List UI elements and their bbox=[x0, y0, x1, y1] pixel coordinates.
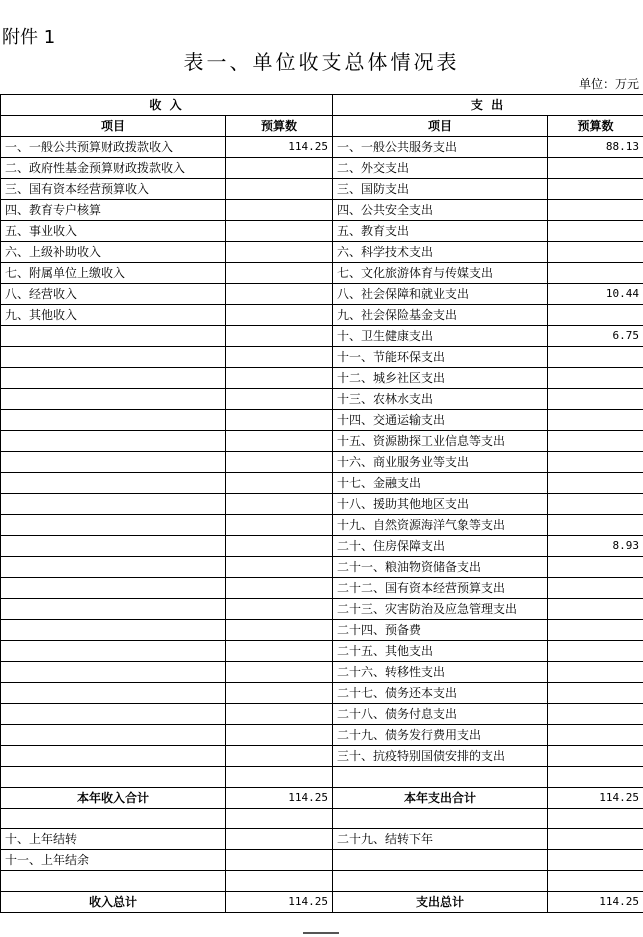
income-item-cell: 六、上级补助收入 bbox=[1, 242, 226, 263]
expense-item-cell: 二十四、预备费 bbox=[333, 620, 548, 641]
expense-budget-cell bbox=[548, 557, 643, 578]
expense-budget-cell bbox=[548, 641, 643, 662]
income-budget-cell bbox=[226, 452, 333, 473]
expense-item-cell: 三十、抗疫特别国债安排的支出 bbox=[333, 746, 548, 767]
expense-budget-cell bbox=[548, 200, 643, 221]
expense-budget-cell bbox=[548, 515, 643, 536]
expense-budget-column-header: 预算数 bbox=[548, 116, 643, 137]
income-total-label: 本年收入合计 bbox=[1, 787, 226, 808]
income-budget-cell bbox=[226, 368, 333, 389]
income-total-value: 114.25 bbox=[226, 891, 333, 912]
table-row bbox=[1, 242, 643, 263]
table-row bbox=[1, 221, 643, 242]
income-budget-cell bbox=[226, 326, 333, 347]
table-row bbox=[1, 452, 643, 473]
grand-total-row bbox=[1, 891, 643, 912]
expense-budget-cell bbox=[548, 725, 643, 746]
expense-item-cell: 二十九、结转下年 bbox=[333, 829, 548, 850]
table-row bbox=[1, 557, 643, 578]
expense-item-cell: 十四、交通运输支出 bbox=[333, 410, 548, 431]
expense-budget-cell bbox=[548, 829, 643, 850]
expense-item-cell: 五、教育支出 bbox=[333, 221, 548, 242]
income-item-cell bbox=[1, 410, 226, 431]
expense-item-cell: 八、社会保障和就业支出 bbox=[333, 284, 548, 305]
expense-item-cell: 六、科学技术支出 bbox=[333, 242, 548, 263]
expense-budget-cell bbox=[548, 473, 643, 494]
income-item-cell: 一、一般公共预算财政拨款收入 bbox=[1, 137, 226, 158]
income-item-cell bbox=[1, 494, 226, 515]
table-row bbox=[1, 137, 643, 158]
expense-budget-cell bbox=[548, 850, 643, 871]
income-item-cell bbox=[1, 725, 226, 746]
income-budget-cell bbox=[226, 829, 333, 850]
income-budget-cell bbox=[226, 578, 333, 599]
expense-item-cell: 二十、住房保障支出 bbox=[333, 536, 548, 557]
expense-budget-cell bbox=[548, 221, 643, 242]
blank-cell bbox=[226, 808, 333, 829]
expense-budget-cell bbox=[548, 494, 643, 515]
income-budget-cell bbox=[226, 263, 333, 284]
expense-budget-cell bbox=[548, 179, 643, 200]
blank-row bbox=[1, 808, 643, 829]
table-row bbox=[1, 431, 643, 452]
table-row bbox=[1, 263, 643, 284]
expense-budget-cell bbox=[548, 347, 643, 368]
expense-budget-cell bbox=[548, 620, 643, 641]
expense-item-cell: 十五、资源勘探工业信息等支出 bbox=[333, 431, 548, 452]
table-row bbox=[1, 683, 643, 704]
expense-item-cell: 二十九、债务发行费用支出 bbox=[333, 725, 548, 746]
expense-budget-cell bbox=[548, 578, 643, 599]
income-item-cell: 八、经营收入 bbox=[1, 284, 226, 305]
expense-item-cell: 二十七、债务还本支出 bbox=[333, 683, 548, 704]
income-budget-cell bbox=[226, 515, 333, 536]
income-item-cell: 二、政府性基金预算财政拨款收入 bbox=[1, 158, 226, 179]
table-row bbox=[1, 536, 643, 557]
income-budget-cell bbox=[226, 179, 333, 200]
table-row bbox=[1, 347, 643, 368]
expense-budget-cell bbox=[548, 599, 643, 620]
expense-item-cell: 十一、节能环保支出 bbox=[333, 347, 548, 368]
blank-cell bbox=[1, 871, 226, 892]
income-budget-cell bbox=[226, 158, 333, 179]
table-row bbox=[1, 725, 643, 746]
table-row bbox=[1, 578, 643, 599]
income-item-cell: 十、上年结转 bbox=[1, 829, 226, 850]
income-budget-cell bbox=[226, 410, 333, 431]
expense-item-cell: 十二、城乡社区支出 bbox=[333, 368, 548, 389]
expense-item-cell: 三、国防支出 bbox=[333, 179, 548, 200]
blank-cell bbox=[226, 871, 333, 892]
blank-cell bbox=[333, 871, 548, 892]
income-budget-cell bbox=[226, 662, 333, 683]
income-item-cell bbox=[1, 536, 226, 557]
table-row bbox=[1, 494, 643, 515]
expense-budget-cell: 8.93 bbox=[548, 536, 643, 557]
expense-item-cell: 二十六、转移性支出 bbox=[333, 662, 548, 683]
income-budget-cell bbox=[226, 850, 333, 871]
income-item-cell bbox=[1, 683, 226, 704]
income-item-column-header: 项目 bbox=[1, 116, 226, 137]
expense-budget-cell bbox=[548, 305, 643, 326]
table-row bbox=[1, 158, 643, 179]
income-item-cell bbox=[1, 641, 226, 662]
carry-row bbox=[1, 829, 643, 850]
income-item-cell bbox=[1, 662, 226, 683]
expense-budget-cell: 88.13 bbox=[548, 137, 643, 158]
expense-budget-cell bbox=[548, 158, 643, 179]
income-item-cell bbox=[1, 326, 226, 347]
expense-budget-cell bbox=[548, 767, 643, 788]
expense-item-cell: 二十八、债务付息支出 bbox=[333, 704, 548, 725]
income-budget-cell bbox=[226, 494, 333, 515]
table-row bbox=[1, 641, 643, 662]
expense-item-cell: 十九、自然资源海洋气象等支出 bbox=[333, 515, 548, 536]
income-budget-cell bbox=[226, 473, 333, 494]
table-row bbox=[1, 599, 643, 620]
income-budget-cell bbox=[226, 536, 333, 557]
income-item-cell bbox=[1, 473, 226, 494]
income-item-cell: 三、国有资本经营预算收入 bbox=[1, 179, 226, 200]
income-budget-cell bbox=[226, 347, 333, 368]
expense-item-cell: 一、一般公共服务支出 bbox=[333, 137, 548, 158]
income-budget-cell bbox=[226, 620, 333, 641]
expense-budget-cell bbox=[548, 410, 643, 431]
section-header-row bbox=[1, 95, 643, 116]
income-item-cell bbox=[1, 746, 226, 767]
income-budget-cell bbox=[226, 641, 333, 662]
income-item-cell bbox=[1, 431, 226, 452]
expense-budget-cell bbox=[548, 431, 643, 452]
income-budget-column-header: 预算数 bbox=[226, 116, 333, 137]
income-budget-cell bbox=[226, 683, 333, 704]
income-item-cell: 五、事业收入 bbox=[1, 221, 226, 242]
income-budget-cell: 114.25 bbox=[226, 137, 333, 158]
income-budget-cell bbox=[226, 767, 333, 788]
expense-budget-cell bbox=[548, 452, 643, 473]
expense-budget-cell bbox=[548, 683, 643, 704]
expense-item-cell: 十、卫生健康支出 bbox=[333, 326, 548, 347]
table-row bbox=[1, 200, 643, 221]
expense-budget-cell: 10.44 bbox=[548, 284, 643, 305]
income-budget-cell bbox=[226, 284, 333, 305]
income-budget-cell bbox=[226, 431, 333, 452]
expense-total-label: 本年支出合计 bbox=[333, 787, 548, 808]
blank-cell bbox=[333, 808, 548, 829]
expense-item-column-header: 项目 bbox=[333, 116, 548, 137]
expense-item-cell: 二十二、国有资本经营预算支出 bbox=[333, 578, 548, 599]
expense-item-cell: 九、社会保险基金支出 bbox=[333, 305, 548, 326]
income-item-cell bbox=[1, 704, 226, 725]
expense-section-header: 支 出 bbox=[333, 95, 643, 116]
expense-budget-cell bbox=[548, 746, 643, 767]
unit-label: 单位：万元 bbox=[578, 77, 639, 91]
income-item-cell bbox=[1, 452, 226, 473]
table-row bbox=[1, 389, 643, 410]
blank-cell bbox=[548, 871, 643, 892]
expense-item-cell: 十七、金融支出 bbox=[333, 473, 548, 494]
blank-cell bbox=[1, 808, 226, 829]
expense-budget-cell: 6.75 bbox=[548, 326, 643, 347]
expense-total-value: 114.25 bbox=[548, 891, 643, 912]
income-item-cell bbox=[1, 557, 226, 578]
expense-budget-cell bbox=[548, 263, 643, 284]
income-section-header: 收 入 bbox=[1, 95, 333, 116]
expense-budget-cell bbox=[548, 704, 643, 725]
table-row bbox=[1, 305, 643, 326]
income-budget-cell bbox=[226, 305, 333, 326]
income-item-cell: 十一、上年结余 bbox=[1, 850, 226, 871]
table-row bbox=[1, 662, 643, 683]
income-budget-cell bbox=[226, 599, 333, 620]
scroll-indicator[interactable] bbox=[303, 932, 339, 934]
expense-item-cell: 二十一、粮油物资储备支出 bbox=[333, 557, 548, 578]
income-item-cell bbox=[1, 578, 226, 599]
expense-budget-cell bbox=[548, 368, 643, 389]
income-total-label: 收入总计 bbox=[1, 891, 226, 912]
page-title: 表一、单位收支总体情况表 bbox=[183, 50, 460, 74]
expense-item-cell: 二十三、灾害防治及应急管理支出 bbox=[333, 599, 548, 620]
income-item-cell bbox=[1, 620, 226, 641]
table-row bbox=[1, 620, 643, 641]
income-budget-cell bbox=[226, 704, 333, 725]
expense-item-cell: 二十五、其他支出 bbox=[333, 641, 548, 662]
table-row bbox=[1, 410, 643, 431]
carry-row bbox=[1, 850, 643, 871]
expense-total-value: 114.25 bbox=[548, 787, 643, 808]
table-row bbox=[1, 179, 643, 200]
income-budget-cell bbox=[226, 725, 333, 746]
income-budget-cell bbox=[226, 389, 333, 410]
income-budget-cell bbox=[226, 242, 333, 263]
expense-item-cell bbox=[333, 767, 548, 788]
expense-item-cell: 十三、农林水支出 bbox=[333, 389, 548, 410]
income-budget-cell bbox=[226, 200, 333, 221]
table-row bbox=[1, 746, 643, 767]
expense-item-cell: 十六、商业服务业等支出 bbox=[333, 452, 548, 473]
column-header-row bbox=[1, 116, 643, 137]
income-item-cell bbox=[1, 515, 226, 536]
income-item-cell bbox=[1, 767, 226, 788]
expense-item-cell: 二、外交支出 bbox=[333, 158, 548, 179]
annual-total-row bbox=[1, 787, 643, 808]
attachment-label: 附件 1 bbox=[2, 27, 56, 48]
income-item-cell bbox=[1, 389, 226, 410]
income-item-cell bbox=[1, 368, 226, 389]
table-row bbox=[1, 284, 643, 305]
income-item-cell bbox=[1, 347, 226, 368]
income-budget-cell bbox=[226, 557, 333, 578]
income-item-cell: 七、附属单位上缴收入 bbox=[1, 263, 226, 284]
expense-budget-cell bbox=[548, 662, 643, 683]
expense-total-label: 支出总计 bbox=[333, 891, 548, 912]
blank-cell bbox=[548, 808, 643, 829]
expense-item-cell: 七、文化旅游体育与传媒支出 bbox=[333, 263, 548, 284]
expense-item-cell bbox=[333, 850, 548, 871]
table-row bbox=[1, 368, 643, 389]
table-row bbox=[1, 326, 643, 347]
table-row bbox=[1, 473, 643, 494]
budget-table bbox=[0, 94, 643, 913]
expense-budget-cell bbox=[548, 389, 643, 410]
blank-row bbox=[1, 871, 643, 892]
table-row bbox=[1, 704, 643, 725]
expense-item-cell: 四、公共安全支出 bbox=[333, 200, 548, 221]
income-budget-cell bbox=[226, 221, 333, 242]
table-row bbox=[1, 515, 643, 536]
expense-budget-cell bbox=[548, 242, 643, 263]
income-item-cell bbox=[1, 599, 226, 620]
income-budget-cell bbox=[226, 746, 333, 767]
income-item-cell: 四、教育专户核算 bbox=[1, 200, 226, 221]
table-row bbox=[1, 767, 643, 788]
income-item-cell: 九、其他收入 bbox=[1, 305, 226, 326]
expense-item-cell: 十八、援助其他地区支出 bbox=[333, 494, 548, 515]
income-total-value: 114.25 bbox=[226, 787, 333, 808]
